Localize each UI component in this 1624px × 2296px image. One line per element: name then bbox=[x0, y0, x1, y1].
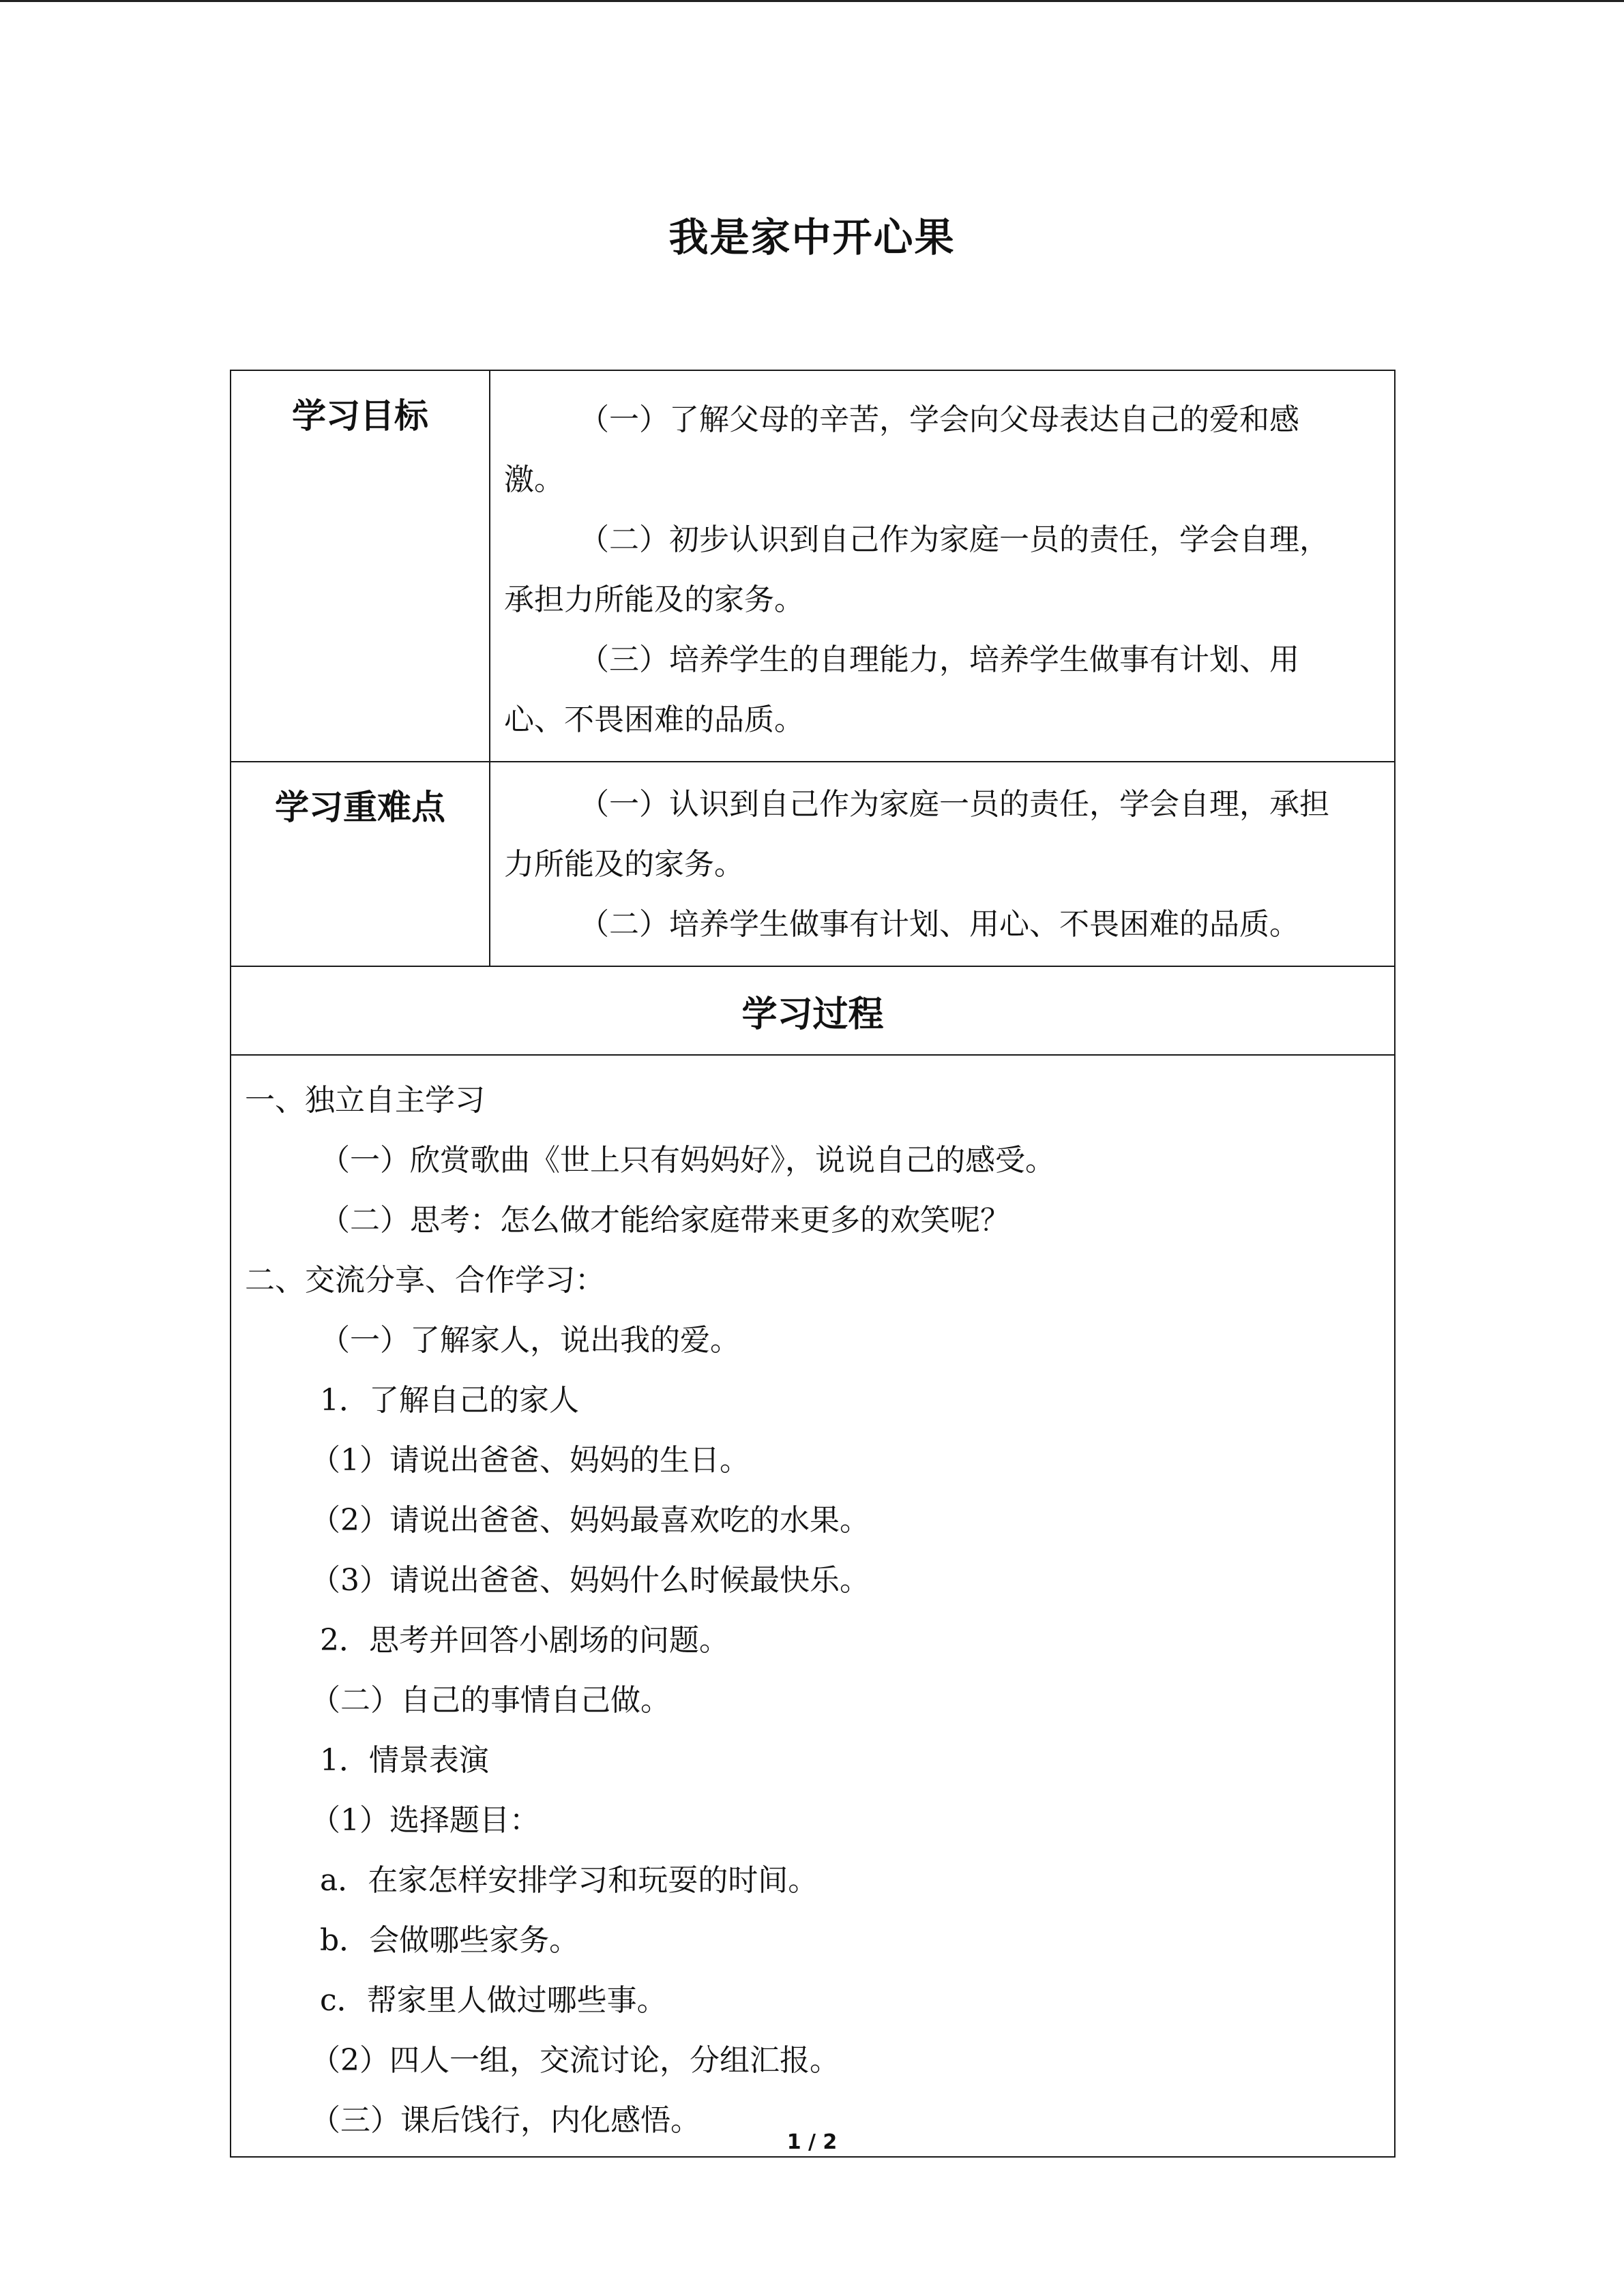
process-heading-row bbox=[231, 966, 1395, 1055]
process-line: （2）请说出爸爸、妈妈最喜欢吃的水果。 bbox=[310, 1503, 870, 1538]
process-line: 二、交流分享、合作学习： bbox=[245, 1263, 605, 1298]
process-line: （三）课后饯行，内化感悟。 bbox=[310, 2103, 700, 2138]
process-line: （1）请说出爸爸、妈妈的生日。 bbox=[310, 1443, 750, 1478]
process-line: c．帮家里人做过哪些事。 bbox=[320, 1983, 667, 2018]
goal-item: （三）培养学生的自理能力，培养学生做事有计划、用心、不畏困难的品质。 bbox=[504, 642, 1299, 737]
page-number: 1 / 2 bbox=[786, 2130, 838, 2154]
learning-goals-label: 学习目标 bbox=[231, 370, 490, 762]
process-line: b．会做哪些家务。 bbox=[320, 1923, 580, 1958]
process-line: （一）欣赏歌曲《世上只有妈妈好》，说说自己的感受。 bbox=[320, 1143, 1055, 1178]
document-title: 我是家中开心果 bbox=[668, 214, 956, 260]
learning-goals-row bbox=[231, 370, 1395, 762]
process-line: （一）了解家人，说出我的爱。 bbox=[320, 1323, 740, 1358]
process-content-row bbox=[231, 1055, 1395, 2157]
top-border-line bbox=[0, 0, 1624, 2]
process-heading: 学习过程 bbox=[231, 966, 1395, 1055]
key-point-item: （一）认识到自己作为家庭一员的责任，学会自理，承担力所能及的家务。 bbox=[504, 787, 1329, 882]
process-line: （3）请说出爸爸、妈妈什么时候最快乐。 bbox=[310, 1563, 870, 1598]
key-points-content bbox=[490, 762, 1395, 966]
process-line: （2）四人一组，交流讨论，分组汇报。 bbox=[310, 2043, 840, 2078]
process-line: 一、独立自主学习 bbox=[245, 1083, 485, 1118]
lesson-plan-table bbox=[230, 370, 1396, 2158]
key-points-row bbox=[231, 762, 1395, 966]
key-points-label: 学习重难点 bbox=[231, 762, 490, 966]
process-line: （1）选择题目： bbox=[310, 1803, 540, 1838]
process-line: 2．思考并回答小剧场的问题。 bbox=[320, 1623, 729, 1658]
process-line: （二）思考：怎么做才能给家庭带来更多的欢笑呢？ bbox=[320, 1203, 1010, 1238]
process-line: 1．了解自己的家人 bbox=[320, 1383, 579, 1418]
process-line: a．在家怎样安排学习和玩耍的时间。 bbox=[320, 1863, 818, 1898]
process-line: 1．情景表演 bbox=[320, 1743, 489, 1778]
process-content bbox=[231, 1055, 1395, 2157]
goal-item: （一）了解父母的辛苦，学会向父母表达自己的爱和感激。 bbox=[504, 402, 1299, 497]
process-line: （二）自己的事情自己做。 bbox=[310, 1683, 670, 1718]
key-point-item: （二）培养学生做事有计划、用心、不畏困难的品质。 bbox=[579, 907, 1299, 942]
goal-item: （二）初步认识到自己作为家庭一员的责任，学会自理，承担力所能及的家务。 bbox=[504, 522, 1329, 617]
learning-goals-content bbox=[490, 370, 1395, 762]
